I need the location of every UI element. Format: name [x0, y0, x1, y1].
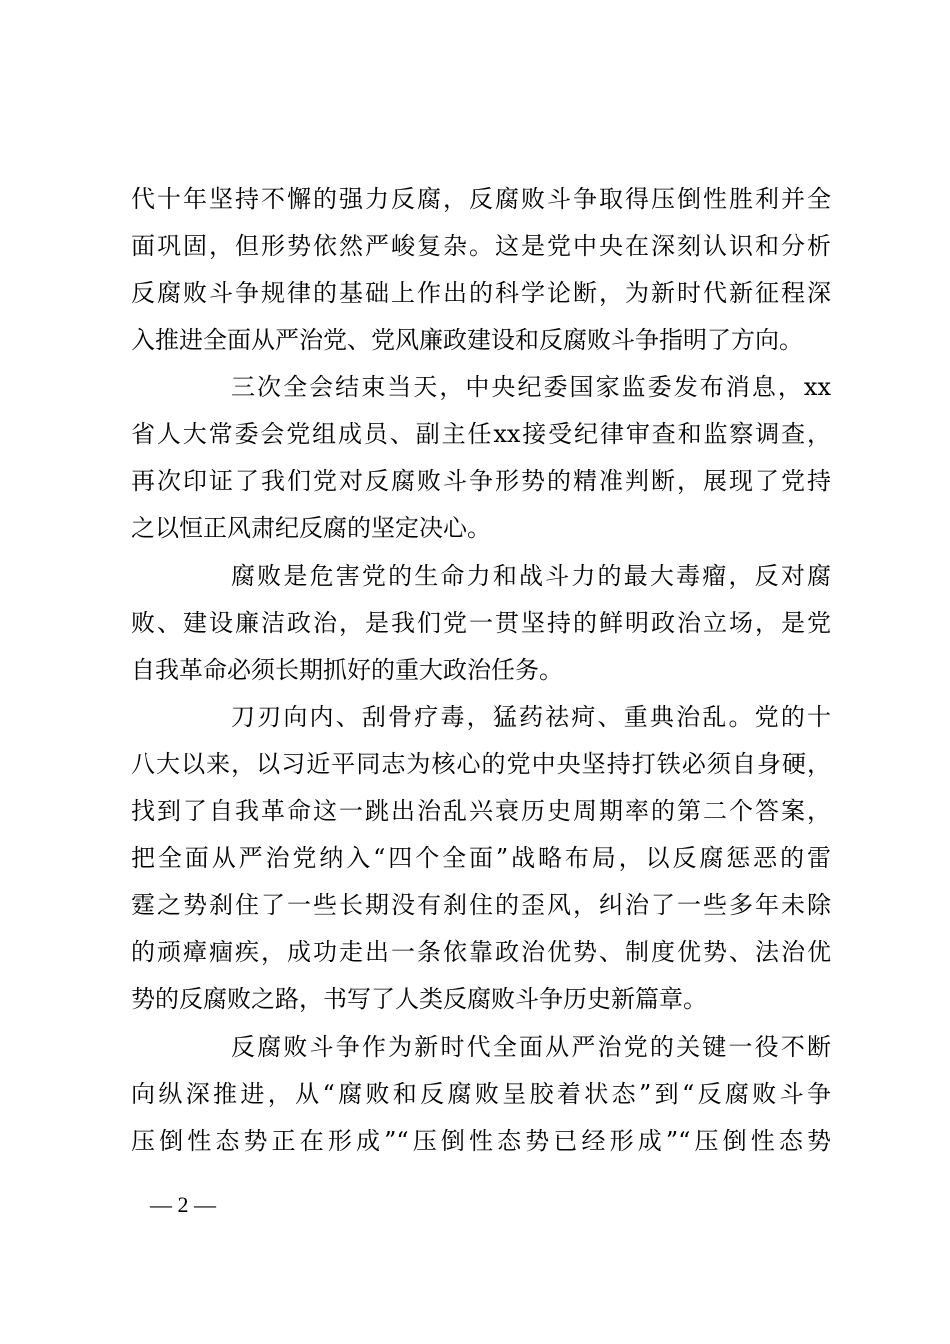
text-line: 八大以来，以习近平同志为核心的党中央坚持打铁必须自身硬，: [131, 750, 831, 778]
text-line: 把全面从严治党纳入“四个全面”战略布局，以反腐惩恶的雷: [131, 844, 831, 872]
text-line: 反腐败斗争规律的基础上作出的科学论断，为新时代新征程深: [131, 279, 831, 307]
text-line: 代十年坚持不懈的强力反腐，反腐败斗争取得压倒性胜利并全: [131, 185, 831, 213]
page-number: — 2 —: [150, 1192, 216, 1217]
text-line: 找到了自我革命这一跳出治乱兴衰历史周期率的第二个答案，: [131, 797, 831, 825]
text-line: 之以恒正风肃纪反腐的坚定决心。: [131, 514, 491, 542]
text-line: 面巩固，但形势依然严峻复杂。这是党中央在深刻认识和分析: [131, 232, 831, 260]
text-line: 的顽瘴痼疾，成功走出一条依靠政治优势、制度优势、法治优: [131, 938, 831, 966]
paragraph-first-line: 刀刃向内、刮骨疗毒，猛药祛疴、重典治乱。党的十: [231, 703, 831, 731]
text-line: 再次印证了我们党对反腐败斗争形势的精准判断，展现了党持: [131, 467, 831, 495]
paragraph-first-line: 腐败是危害党的生命力和战斗力的最大毒瘤，反对腐: [231, 562, 831, 590]
paragraph-first-line: 三次全会结束当天，中央纪委国家监委发布消息，xx: [231, 373, 831, 401]
text-line: 霆之势刹住了一些长期没有刹住的歪风，纠治了一些多年未除: [131, 891, 831, 919]
text-line: 败、建设廉洁政治，是我们党一贯坚持的鲜明政治立场，是党: [131, 609, 831, 637]
text-line: 自我革命必须长期抓好的重大政治任务。: [131, 656, 563, 684]
text-line: 入推进全面从严治党、党风廉政建设和反腐败斗争指明了方向。: [131, 326, 803, 354]
paragraph-first-line: 反腐败斗争作为新时代全面从严治党的关键一役不断: [231, 1033, 831, 1061]
text-line: 势的反腐败之路，书写了人类反腐败斗争历史新篇章。: [131, 985, 707, 1013]
text-line: 省人大常委会党组成员、副主任xx接受纪律审查和监察调查，: [131, 420, 831, 448]
text-line: 压倒性态势正在形成”“压倒性态势已经形成”“压倒性态势: [131, 1127, 831, 1155]
text-line: 向纵深推进，从“腐败和反腐败呈胶着状态”到“反腐败斗争: [131, 1080, 831, 1108]
